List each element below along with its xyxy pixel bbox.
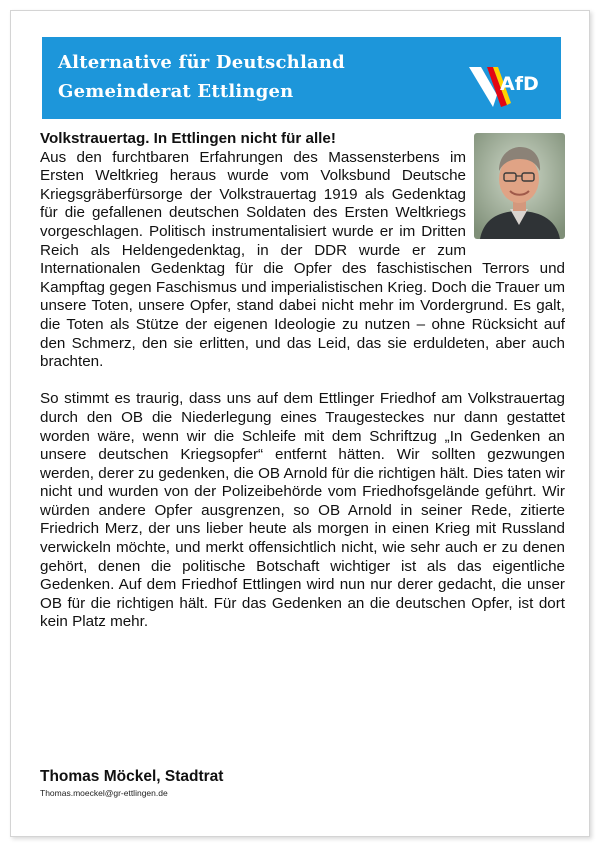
afd-logo-text: AfD xyxy=(500,73,539,95)
author-photo xyxy=(474,133,565,239)
afd-logo xyxy=(467,61,553,109)
article xyxy=(40,130,565,632)
header-banner xyxy=(42,37,561,119)
header-title-party: Alternative für Deutschland xyxy=(58,52,345,73)
article-headline: Volkstrauertag. In Ettlingen nicht für alle! xyxy=(40,130,336,147)
article-paragraph-1: Aus den furchtbaren Erfahrungen des Massensterbens im Ersten Weltkrieg heraus wurde vom Volksbund Deutsche Kriegsgräberfürsorge der Volkstrauertag 1919 als Gedenktag für die gefallenen deutschen Soldaten des Ersten Weltkriegs vorgeschlagen. Politisch instrumentalisiert wurde er im Dritten Reich als Heldengedenktag, in der DDR wurde er zum Internationalen Gedenktag für die Opfer des faschistischen Terrors und Kampftag gegen Faschismus und imperialistischen Krieg. Doch die Trauer um unsere Toten, unsere Opfer, stand dabei nicht mehr im Vordergrund. Es galt, die Toten als Stütze der eigenen Ideologie zu nutzen – ohne Rücksicht auf den Schmerz, den sie erlitten, und das Leid, das sie erduldeten, aber auch brachten. xyxy=(40,148,565,371)
header-title-council: Gemeinderat Ettlingen xyxy=(58,81,294,102)
article-paragraph-2: So stimmt es traurig, dass uns auf dem Ettlinger Friedhof am Volkstrauertag durch den OB die Niederlegung eines Traugesteckes nur dann gestattet worden wäre, wenn wir die Schleife mit dem Schriftzug „In Gedenken an unsere deutschen Kriegsopfer“ entfernt hätten. Wir sollten gezwungen werden, derer zu gedenken, die OB Arnold für die richtigen hält. Dies taten wir nicht und wurden von der Polizeibehörde vom Friedhofsgelände geführt. Wir würden andere Opfer ausgrenzen, so OB Arnold in seiner Rede, zitierte Friedrich Merz, der uns lieber heute als morgen in einen Krieg mit Russland verwickeln möchte, und merkt offensichtlich nicht, wie sehr auch er zu denen gehört, denen die politische Botschaft wichtiger ist als das eigentliche Gedenken. Auf dem Friedhof Ettlingen wird nun nur derer gedacht, die unser OB für die richtigen hält. Für das Gedenken an die deutschen Opfer, ist dort kein Platz mehr. xyxy=(40,390,565,631)
author-email[interactable]: Thomas.moeckel@gr-ettlingen.de xyxy=(40,788,168,798)
portrait-image xyxy=(474,133,565,239)
author-signature: Thomas Möckel, Stadtrat xyxy=(40,768,224,785)
